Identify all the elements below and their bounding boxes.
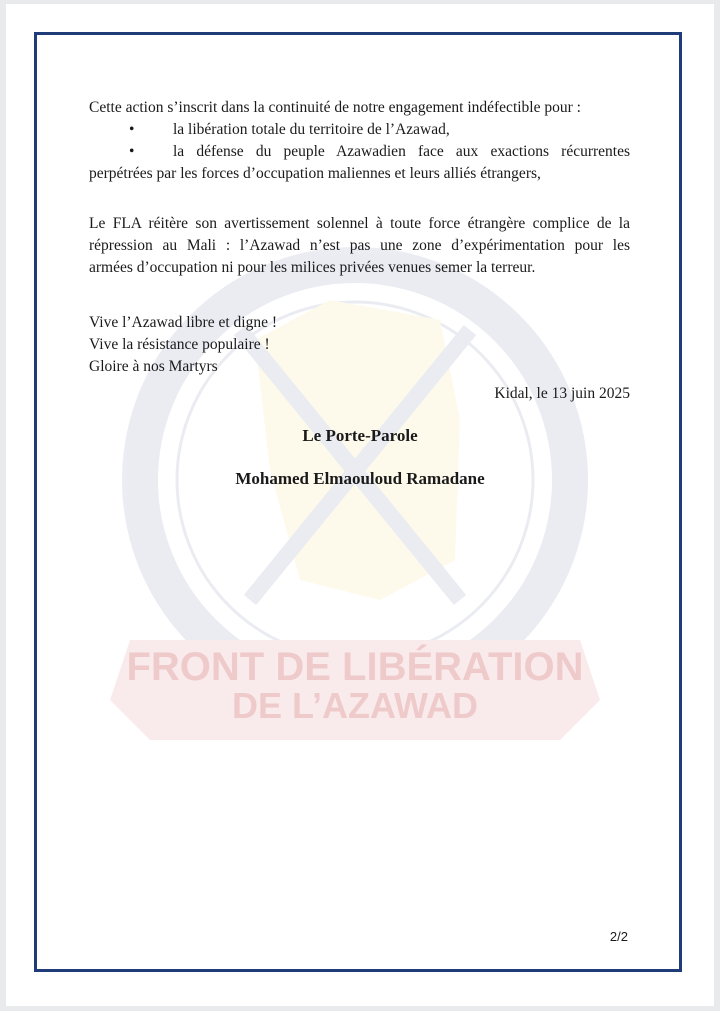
continuation-line: perpétrées par les forces d’occupation maliennes et leurs alliés étrangers, xyxy=(89,165,541,182)
bullet-item xyxy=(89,119,630,141)
paragraph-warning xyxy=(89,213,630,279)
date-line: Kidal, le 13 juin 2025 xyxy=(494,385,630,402)
bullet-text: la défense du peuple Azawadien face aux exactions récurrentes xyxy=(173,143,630,160)
signatory-name: Mohamed Elmaouloud Ramadane xyxy=(235,469,485,488)
slogan-line: Vive l’Azawad libre et digne ! xyxy=(89,314,278,331)
bullet-dot: • xyxy=(129,121,135,138)
bullet-text: la libération totale du territoire de l’Azawad, xyxy=(173,121,450,138)
bullet-item xyxy=(89,141,630,163)
paragraph-engagement xyxy=(89,97,630,185)
warning-line-1: Le FLA réitère son avertissement solennel à toute force étrangère complice de la xyxy=(89,215,630,232)
signatory-title: Le Porte-Parole xyxy=(302,426,418,445)
intro-line: Cette action s’inscrit dans la continuité de notre engagement indéfectible pour : xyxy=(89,99,581,116)
page-number: 2/2 xyxy=(609,929,628,944)
warning-line-3: armées d’occupation ni pour les milices privées venues semer la terreur. xyxy=(89,259,536,276)
slogan-line: Gloire à nos Martyrs xyxy=(89,358,218,375)
slogans-block xyxy=(89,312,630,378)
warning-line-2: répression au Mali : l’Azawad n’est pas une zone d’expérimentation pour les xyxy=(89,237,630,254)
slogan-line: Vive la résistance populaire ! xyxy=(89,336,270,353)
bullet-dot: • xyxy=(129,143,135,160)
